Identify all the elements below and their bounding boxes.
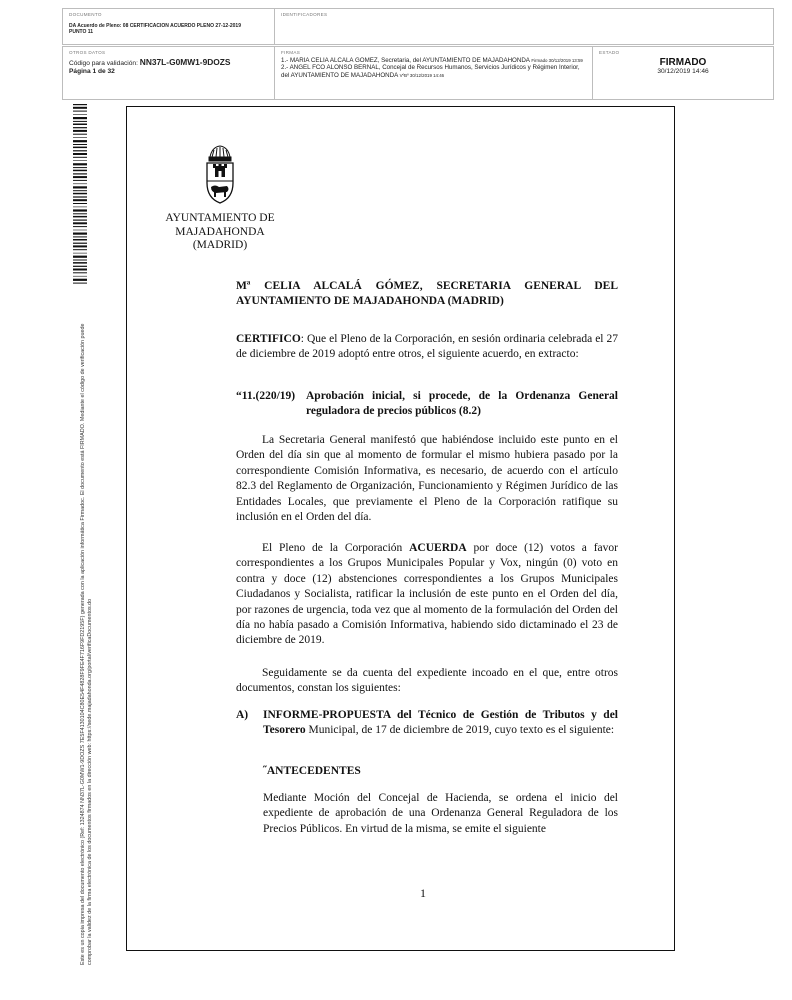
agenda-item <box>236 389 618 420</box>
header-row-document <box>62 8 774 45</box>
firmas-label: FIRMAS <box>281 50 301 55</box>
signature-1 <box>281 57 586 64</box>
page-number: 1 <box>420 886 426 900</box>
municipality-line-1: AYUNTAMIENTO DE <box>165 212 275 224</box>
paragraph-2-start: El Pleno de la Corporación <box>262 542 410 554</box>
coat-of-arms-icon <box>202 143 238 207</box>
document-cell <box>63 9 275 44</box>
verification-side-text: Este es un copia impresa del documento electrónico (Ref: 1324874 NN37L-G0MW1-9DOZS 7E5F4130104C80E54F4828F9FE4F716F9FD2195F) generada con la aplicación informática Firmadoc. El documento está FIRMADO. Mediante el código de verificación puede comprobar la validez de la firma electrónica de los documentos firmados en la dirección web: https://sede.majadahonda.org/portal/verificaDocumentos.do <box>80 323 93 965</box>
antecedentes-heading: ˝ANTECEDENTES <box>263 765 361 777</box>
paragraph-3-text: Seguidamente se da cuenta del expediente incoado en el que, entre otros documentos, constan los siguientes: <box>236 667 618 695</box>
agenda-item-title: Aprobación inicial, si procede, de la Ordenanza General reguladora de precios públicos (8.2) <box>306 390 618 418</box>
page-count: Página 1 de 32 <box>69 68 115 75</box>
paragraph-4 <box>263 791 618 837</box>
signature-1-name: 1.- MARIA CELIA ALCALA GOMEZ, Secretaria, del AYUNTAMIENTO DE MAJADAHONDA <box>281 57 530 64</box>
estado-cell <box>593 47 773 99</box>
otros-datos-label: OTROS DATOS <box>69 50 106 55</box>
paragraph-3 <box>236 666 618 697</box>
paragraph-1 <box>236 433 618 525</box>
status-date: 30/12/2019 14:46 <box>657 68 709 75</box>
agenda-item-number: “11.(220/19) <box>236 390 296 402</box>
otros-datos-cell <box>63 47 275 99</box>
identificadores-label: IDENTIFICADORES <box>281 12 328 17</box>
signature-2-date: VºBº 30/12/2019 14:46 <box>399 72 445 78</box>
validation-code: NN37L-G0MW1-9DOZS <box>139 57 231 67</box>
municipality-name <box>150 212 290 253</box>
identificadores-cell <box>275 9 773 44</box>
signature-2 <box>281 64 586 79</box>
list-item-rest: Municipal, de 17 de diciembre de 2019, cuyo texto es el siguiente: <box>305 724 615 737</box>
signature-2-name: 2.- ANGEL FCO ALONSO BERNAL, Concejal de Recursos Humanos, Servicios Jurídicos y Régimen Interior, del AYUNTAMIENTO DE MAJADAHONDA <box>281 64 580 79</box>
certifico-text: : Que el Pleno de la Corporación, en sesión ordinaria celebrada el 27 de diciembre de 2019 adoptó entre otros, el siguiente acuerdo, en extracto: <box>236 333 618 361</box>
list-item-bold: INFORME-PROPUESTA del Técnico de Gestión de Tributos y del Tesorero <box>263 709 618 737</box>
paragraph-2-end: por doce (12) votos a favor correspondientes a los Grupos Municipales Popular y Vox, ningún (0) voto en contra y doce (12) abstenciones correspondientes a los Grupos Municipales Ciudadanos y Socialista, ratificar la inclusión de este punto en el Orden del día, por razones de urgencia, toda vez que al momento de la formulación del Orden del día no había pasado a Comisión Informativa, habiendo sido dictaminado el 23 de diciembre de 2019. <box>236 542 618 647</box>
barcode-image <box>73 104 87 284</box>
municipality-line-3: (MADRID) <box>192 239 248 251</box>
paragraph-1-text: La Secretaria General manifestó que habiéndose incluido este punto en el Orden del día sin que al momento de formular el mismo hubiera pasado por la correspondiente Comisión Informativa, es necesario, de acuerdo con el artículo 82.3 del Reglamento de Organización, Funcionamiento y Régimen Jurídico de las Entidades Locales, que previamente el Pleno de la Corporación ratifique su inclusión en el Orden del día. <box>236 434 618 524</box>
signature-1-date: Firmado 30/12/2019 13:59 <box>531 58 583 63</box>
validation-code-label: Código para validación: <box>69 60 138 67</box>
firmas-cell <box>275 47 593 99</box>
list-item-marker: A) <box>236 709 249 721</box>
documento-label: DOCUMENTO <box>69 12 102 17</box>
list-item-a <box>236 708 618 739</box>
validation-code-line <box>69 58 268 68</box>
acuerda-keyword: ACUERDA <box>409 542 467 554</box>
secretary-heading: Mª CELIA ALCALÁ GÓMEZ, SECRETARIA GENERAL DEL AYUNTAMIENTO DE MAJADAHONDA (MADRID) <box>236 280 618 308</box>
header-row-signatures <box>62 46 774 100</box>
estado-label: ESTADO <box>599 50 620 55</box>
certifico-paragraph <box>236 332 618 363</box>
status-badge: FIRMADO <box>659 57 707 68</box>
municipality-line-2: MAJADAHONDA <box>175 225 265 238</box>
paragraph-4-text: Mediante Moción del Concejal de Hacienda, se ordena el inicio del expediente de aprobación de una Ordenanza General Reguladora de los Precios Públicos. En virtud de la misma, se emite el siguiente <box>263 792 618 835</box>
documento-value: DA Acuerdo de Pleno: 08 CERTIFICACION ACUERDO PLENO 27-12-2019 PUNTO 11 <box>69 23 241 35</box>
certifico-label: CERTIFICO <box>236 333 301 345</box>
paragraph-2 <box>236 541 618 649</box>
